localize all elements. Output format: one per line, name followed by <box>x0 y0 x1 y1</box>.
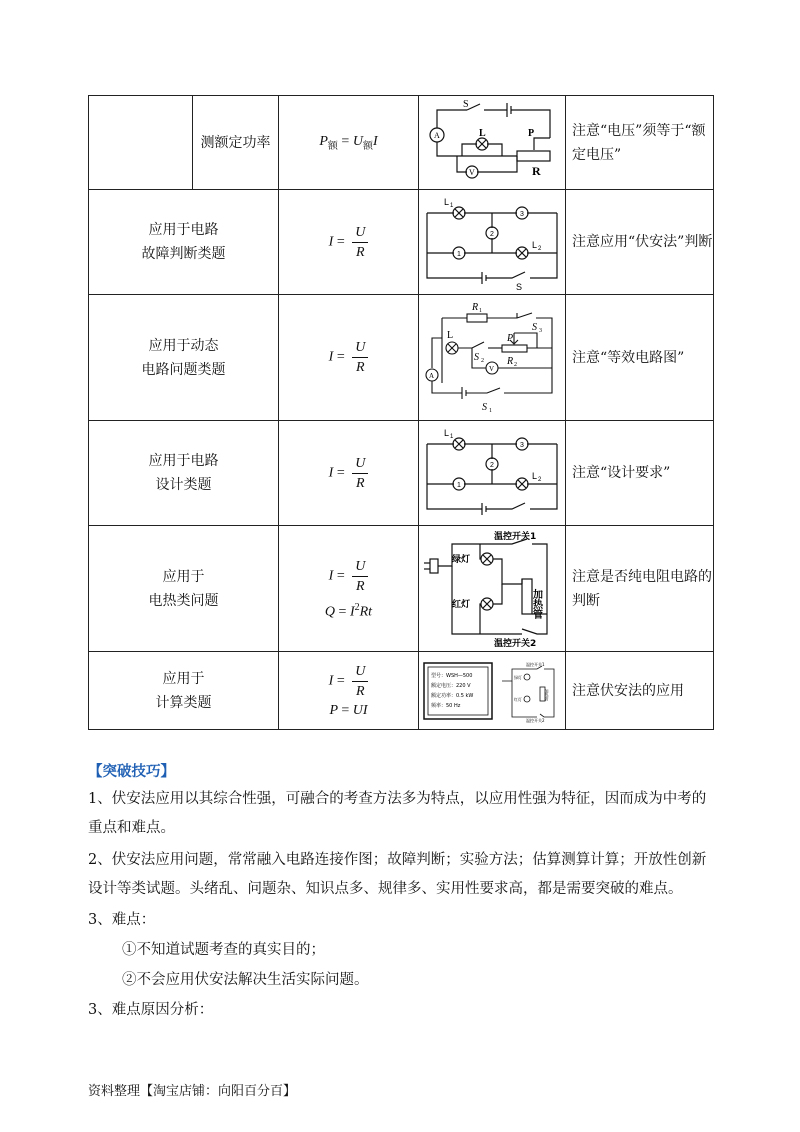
svg-text:绿灯: 绿灯 <box>452 554 471 565</box>
circuit-diagram <box>419 295 566 421</box>
svg-text:额定功率：0.5 kW: 额定功率：0.5 kW <box>431 692 474 699</box>
note-cell: 注意“电压”须等于“额定电压” <box>566 96 714 190</box>
svg-text:1: 1 <box>450 434 454 440</box>
svg-text:S: S <box>516 282 523 291</box>
note-cell: 注意“等效电路图” <box>566 295 714 421</box>
svg-text:2: 2 <box>481 357 484 364</box>
table-row <box>89 526 714 652</box>
section-title: 【突破技巧】 <box>88 763 175 780</box>
svg-text:1: 1 <box>450 203 454 209</box>
svg-text:S: S <box>474 351 479 363</box>
paragraph-2: 2、伏安法应用问题，常常融入电路连接作图；故障判断；实验方法；估算测算计算；开放性创新 设计等类试题。头绪乱、问题杂、知识点多、规律多、实用性要求高，都是需要突破的难点。 <box>88 852 707 897</box>
page-footer: 资料整理【淘宝店铺：向阳百分百】 <box>88 1084 297 1099</box>
application-table <box>88 95 714 730</box>
svg-text:A: A <box>434 130 440 140</box>
svg-text:2: 2 <box>490 231 494 238</box>
svg-text:2: 2 <box>514 361 517 368</box>
application-cell: 应用于电路 故障判断类题 <box>89 190 279 295</box>
application-cell: 应用于动态 电路问题类题 <box>89 295 279 421</box>
svg-text:L: L <box>444 197 450 207</box>
svg-text:2: 2 <box>490 462 494 469</box>
product-nameplate-diagram <box>419 652 566 730</box>
svg-text:A: A <box>429 371 435 380</box>
formula-cell: I = $\frac{U}{R}$ <box>279 190 419 295</box>
svg-text:型号：WSH—500: 型号：WSH—500 <box>431 672 473 679</box>
svg-text:3: 3 <box>520 211 524 218</box>
table-row <box>89 421 714 526</box>
svg-text:L: L <box>532 240 538 250</box>
svg-text:R: R <box>532 163 541 178</box>
svg-text:额定电压：220 V: 额定电压：220 V <box>431 682 471 689</box>
svg-text:3: 3 <box>539 327 542 334</box>
circuit-diagram <box>419 421 566 526</box>
note-cell: 注意是否纯电阻电路的判断 <box>566 526 714 652</box>
paragraph-3: 3、难点： <box>88 912 156 928</box>
paragraph-1: 1、伏安法应用以其综合性强，可融合的考查方法多为特点，以应用性强为特征，因而成为中考的 重点和难点。 <box>88 791 707 836</box>
svg-text:V: V <box>469 167 475 177</box>
note-cell: 注意应用“伏安法”判断 <box>566 190 714 295</box>
svg-text:S: S <box>482 401 487 413</box>
svg-text:温控开关2: 温控开关2 <box>526 717 545 723</box>
svg-text:1: 1 <box>457 482 461 489</box>
svg-text:红灯: 红灯 <box>514 696 522 702</box>
note-cell: 注意“设计要求” <box>566 421 714 526</box>
difficulty-item-2: ②不会应用伏安法解决生活实际问题。 <box>122 972 369 988</box>
svg-text:L: L <box>444 428 450 438</box>
blank-cell <box>89 96 193 190</box>
table-row <box>89 652 714 730</box>
svg-text:1: 1 <box>479 307 482 314</box>
svg-text:1: 1 <box>489 407 492 414</box>
difficulty-item-1: ①不知道试题考查的真实目的； <box>122 942 325 958</box>
svg-text:2: 2 <box>538 477 542 483</box>
svg-text:S: S <box>532 321 537 333</box>
svg-text:R: R <box>472 301 479 313</box>
table-row <box>89 96 714 190</box>
svg-text:L: L <box>532 471 538 481</box>
application-cell: 测额定功率 <box>193 96 279 190</box>
svg-text:L: L <box>447 329 454 341</box>
note-cell: 注意伏安法的应用 <box>566 652 714 730</box>
table-row <box>89 190 714 295</box>
svg-text:频率：50 Hz: 频率：50 Hz <box>431 702 461 709</box>
svg-text:2: 2 <box>538 246 542 252</box>
svg-text:温控开关1: 温控开关1 <box>494 531 537 542</box>
formula-cell: I = $\frac{U}{R}$ P = UI <box>279 652 419 730</box>
formula-cell: $P_额 = U_额I$ <box>279 96 419 190</box>
formula-cell: I = $\frac{U}{R}$ <box>279 421 419 526</box>
table-row <box>89 295 714 421</box>
svg-text:P: P <box>507 332 514 344</box>
svg-text:3: 3 <box>520 442 524 449</box>
application-cell: 应用于 电热类问题 <box>89 526 279 652</box>
formula-cell: I = $\frac{U}{R}$ $Q = I^2Rt$ <box>279 526 419 652</box>
svg-text:P: P <box>528 127 535 139</box>
svg-text:V: V <box>489 364 495 373</box>
svg-text:红灯: 红灯 <box>452 599 471 610</box>
svg-text:加热管: 加热管 <box>530 588 542 619</box>
circuit-diagram <box>419 526 566 652</box>
svg-text:温控开关1: 温控开关1 <box>526 661 545 667</box>
svg-text:R: R <box>507 355 514 367</box>
svg-text:1: 1 <box>457 251 461 258</box>
circuit-diagram <box>419 190 566 295</box>
circuit-diagram <box>419 96 566 190</box>
application-cell: 应用于 计算类题 <box>89 652 279 730</box>
svg-text:温控开关2: 温控开关2 <box>494 638 537 649</box>
application-cell: 应用于电路 设计类题 <box>89 421 279 526</box>
formula-cell: I = $\frac{U}{R}$ <box>279 295 419 421</box>
svg-text:L: L <box>479 127 486 139</box>
svg-text:加热管: 加热管 <box>544 688 550 701</box>
svg-text:S: S <box>463 98 469 110</box>
svg-text:绿灯: 绿灯 <box>514 674 522 680</box>
paragraph-4: 3、难点原因分析： <box>88 1002 214 1018</box>
